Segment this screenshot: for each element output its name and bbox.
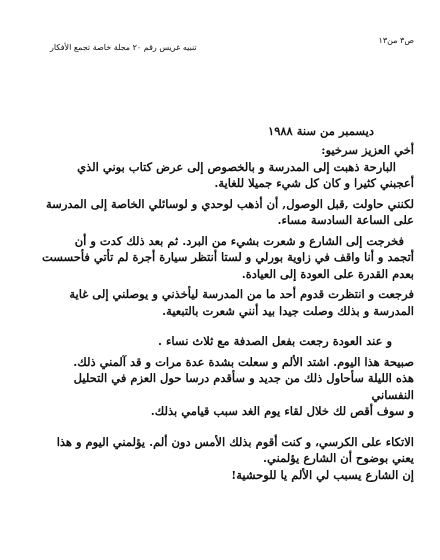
body-line: بعدم القدرة على العودة إلى العيادة. <box>241 266 414 281</box>
letter-body <box>34 142 414 483</box>
page-number: ص٣ من١٣ <box>378 36 414 45</box>
body-line: و سوف أقص لك خلال لقاء يوم الغد سبب قيامي بذلك. <box>150 404 414 418</box>
salutation: أخي العزيز سرخيو: <box>321 143 414 157</box>
header-note: تنبيه غريس رقم ٢٠ مجلة خاصة تجمع الأفكار <box>50 43 197 52</box>
body-line: إن الشارع يسبب لي الألم يا للوحشية! <box>231 467 414 482</box>
body-line: يعني بوضوح أن الشارع يؤلمني. <box>263 451 414 465</box>
body-line: و عند العودة رجعت بفعل الصدفة مع ثلاث نساء . <box>158 334 392 348</box>
letter-date: ديسمبر من سنة ١٩٨٨ <box>268 124 374 138</box>
body-line: صبيحة هذا اليوم. اشتد الألم و سعلت بشدة عدة مرات و قد آلمني ذلك. <box>73 354 414 369</box>
body-line: لكنني حاولت ,قبل الوصول, أن أذهب لوحدي و لوسائلي الخاصة إلى المدرسة <box>46 196 414 211</box>
body-line: أتجمد و أنا واقف في زاوية بورلي و لستا أنتظر سيارة أجرة لم تأتي فأحسست <box>41 250 414 264</box>
body-line: الاتكاء على الكرسي، و كنت أقوم بذلك الأمس دون ألم. يؤلمني اليوم و هذا <box>56 434 414 449</box>
body-line: المدرسة و بذلك وصلت جيدا بيد أنني شعرت بالتبعية. <box>162 303 414 318</box>
body-line: أعجبني كثيرا و كان كل شيء جميلا للغاية. <box>214 176 414 190</box>
body-line: فخرجت إلى الشارع و شعرت بشيء من البرد. ثم بعد ذلك كدت و أن <box>74 233 404 248</box>
body-line: على الساعة السادسة مساء. <box>277 213 414 227</box>
body-line: البارحة ذهبت إلى المدرسة و بالخصوص إلى عرض كتاب بوني الذي <box>77 159 396 174</box>
body-line: فرجعت و انتظرت قدوم أحد ما من المدرسة ليأخذني و يوصلني إلى غاية <box>69 287 414 301</box>
body-line: هذه الليلة سأحاول ذلك من جديد و سأقدم درسا حول العزم في التحليل النفساني <box>73 371 414 402</box>
